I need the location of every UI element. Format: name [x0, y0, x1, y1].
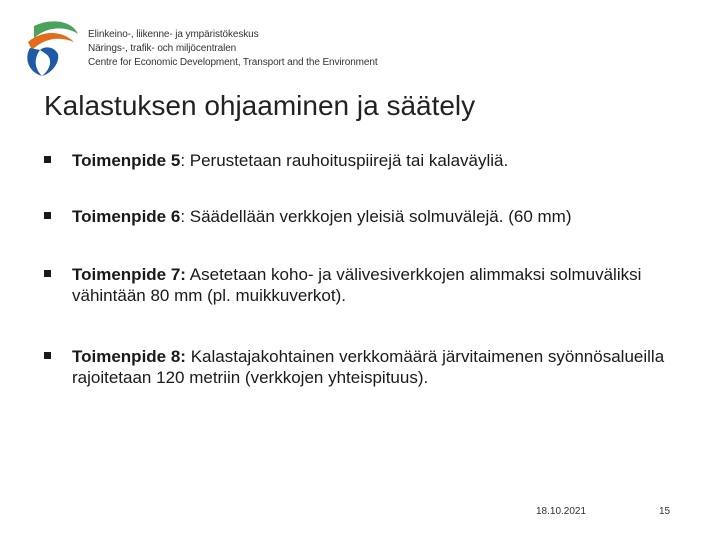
bullet-body: : Säädellään verkkojen yleisiä solmuvälejä. (60 mm)	[180, 207, 572, 226]
bullet-text	[72, 150, 672, 171]
org-name-finnish: Elinkeino-, liikenne- ja ympäristökeskus	[88, 29, 259, 40]
bullet-item	[44, 346, 665, 388]
bullet-label: Toimenpide 6	[72, 207, 181, 226]
slide-title: Kalastuksen ohjaaminen ja säätely	[44, 90, 476, 121]
bullet-body: Kalastajakohtainen verkkomäärä järvitaimenen syönnösalueilla rajoitetaan 120 metriin (verkkojen yhteispituus).	[72, 347, 665, 387]
org-name-english: Centre for Economic Development, Transport and the Environment	[88, 57, 378, 68]
page-number: 15	[659, 506, 671, 517]
bullet-item	[44, 206, 644, 227]
bullet-square-icon	[44, 212, 51, 219]
bullet-label: Toimenpide 7:	[72, 265, 186, 284]
org-name-swedish: Närings-, trafik- och miljöcentralen	[88, 43, 237, 54]
bullet-item	[44, 264, 644, 306]
bullet-item	[44, 150, 644, 171]
bullet-square-icon	[44, 352, 51, 359]
bullet-square-icon	[44, 156, 51, 163]
bullet-text	[72, 346, 672, 388]
organization-name	[88, 28, 378, 70]
footer-date: 18.10.2021	[536, 506, 587, 517]
ely-centre-logo-icon	[20, 18, 80, 80]
bullet-body: Asetetaan koho- ja välivesiverkkojen alimmaksi solmuväliksi vähintään 80 mm (pl. muikkuverkot).	[72, 265, 642, 305]
bullet-label: Toimenpide 5	[72, 151, 181, 170]
bullet-text	[72, 206, 672, 227]
bullet-body: : Perustetaan rauhoituspiirejä tai kalaväyliä.	[180, 151, 509, 170]
bullet-text	[72, 264, 672, 306]
bullet-label: Toimenpide 8:	[72, 347, 186, 366]
bullet-square-icon	[44, 270, 51, 277]
